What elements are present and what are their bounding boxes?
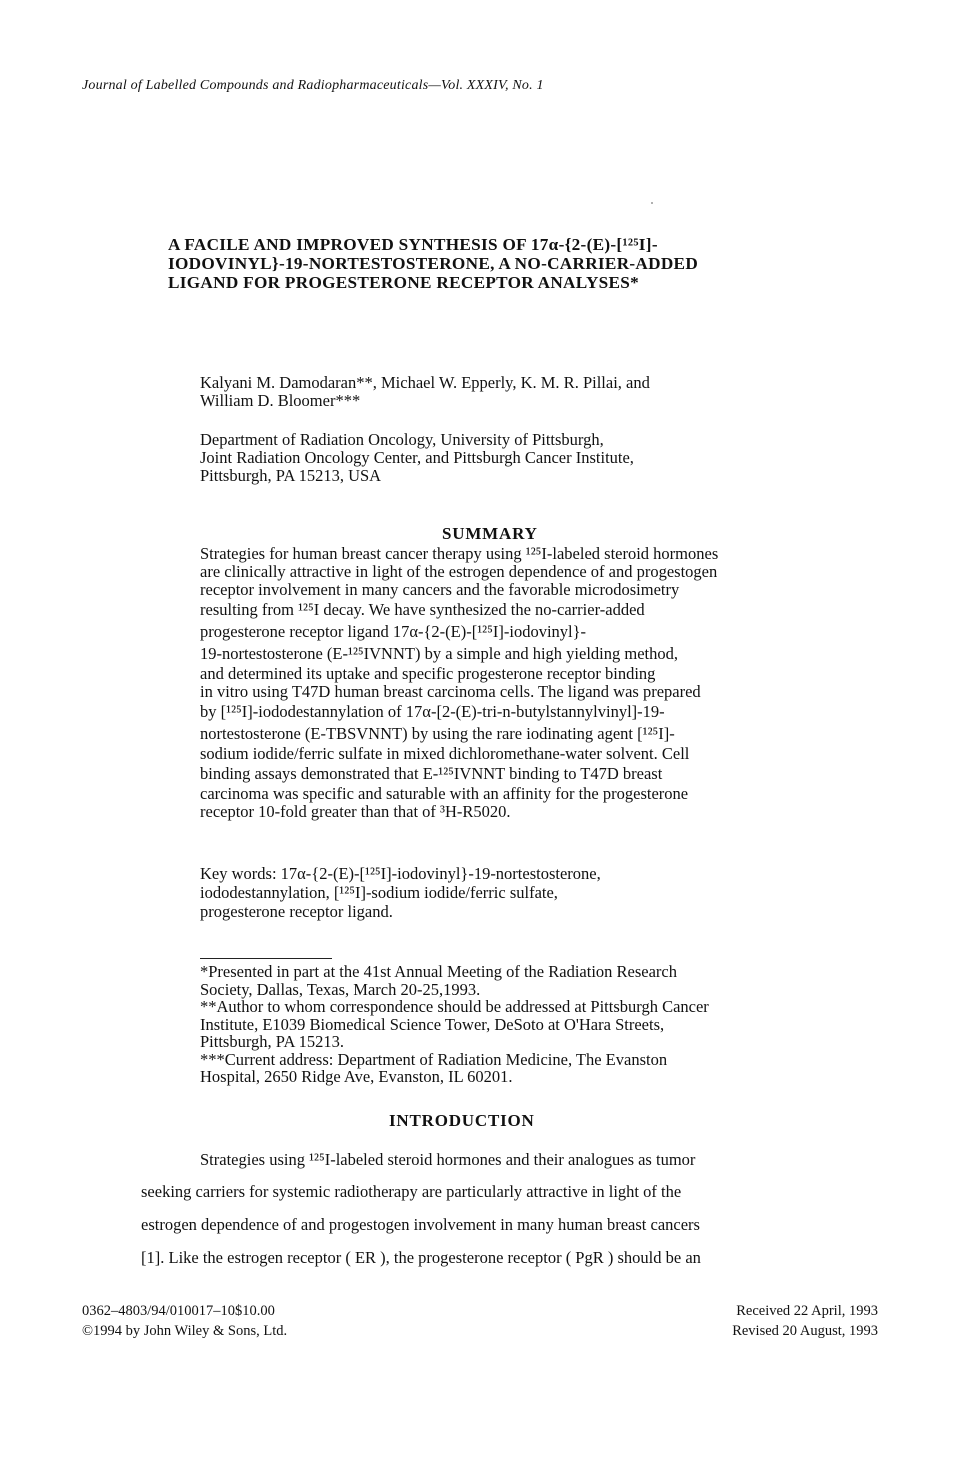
summary-line: are clinically attractive in light of the estrogen dependence of and progestogen	[200, 562, 718, 581]
introduction-line: Strategies using ¹²⁵I-labeled steroid hormones and their analogues as tumor	[200, 1150, 696, 1169]
summary-line: carcinoma was specific and saturable with an affinity for the progesterone	[200, 784, 689, 803]
keywords-line: Key words: 17α-{2-(E)-[¹²⁵I]-iodovinyl}-19-nortestosterone,	[200, 864, 601, 883]
summary-line: receptor 10-fold greater than that of ³H-R5020.	[200, 802, 511, 821]
article-title	[168, 235, 808, 292]
revised-date: Revised 20 August, 1993	[732, 1323, 878, 1339]
author-line: Kalyani M. Damodaran**, Michael W. Epperly, K. M. R. Pillai, and	[200, 373, 650, 392]
summary-line: receptor involvement in many cancers and the favorable microdosimetry	[200, 580, 680, 599]
summary-line: in vitro using T47D human breast carcinoma cells. The ligand was prepared	[200, 682, 701, 701]
summary-heading: SUMMARY	[442, 524, 538, 543]
introduction-line: estrogen dependence of and progestogen involvement in many human breast cancers	[141, 1215, 700, 1234]
title-line: LIGAND FOR PROGESTERONE RECEPTOR ANALYSES*	[168, 273, 640, 292]
footnote-line: Hospital, 2650 Ridge Ave, Evanston, IL 60201.	[200, 1067, 513, 1086]
summary-line: sodium iodide/ferric sulfate in mixed dichloromethane-water solvent. Cell	[200, 744, 690, 763]
summary-line: and determined its uptake and specific progesterone receptor binding	[200, 664, 656, 683]
author-list	[200, 374, 650, 410]
keywords-line: progesterone receptor ligand.	[200, 902, 393, 921]
affiliation-line: Department of Radiation Oncology, University of Pittsburgh,	[200, 430, 604, 449]
summary-line: 19-nortestosterone (E-¹²⁵IVNNT) by a simple and high yielding method,	[200, 644, 679, 663]
summary-text	[200, 545, 840, 821]
introduction-line: seeking carriers for systemic radiotherapy are particularly attractive in light of the	[141, 1182, 682, 1201]
affiliation	[200, 431, 634, 485]
summary-line: by [¹²⁵I]-iododestannylation of 17α-[2-(E)-tri-n-butylstannylvinyl]-19-	[200, 702, 665, 721]
affiliation-line: Pittsburgh, PA 15213, USA	[200, 466, 382, 485]
footnote-line: Pittsburgh, PA 15213.	[200, 1032, 344, 1051]
copyright-line: ©1994 by John Wiley & Sons, Ltd.	[82, 1323, 288, 1339]
footnote-line: *Presented in part at the 41st Annual Meeting of the Radiation Research	[200, 962, 678, 981]
introduction-heading: INTRODUCTION	[389, 1111, 535, 1130]
summary-line: nortestosterone (E-TBSVNNT) by using the rare iodinating agent [¹²⁵I]-	[200, 724, 675, 743]
title-line: IODOVINYL}-19-NORTESTOSTERONE, A NO-CARRIER-ADDED	[168, 254, 699, 273]
title-line: A FACILE AND IMPROVED SYNTHESIS OF 17α-{2-(E)-[¹²⁵I]-	[168, 235, 658, 254]
introduction-line: [1]. Like the estrogen receptor ( ER ), the progesterone receptor ( PgR ) should be an	[141, 1248, 701, 1267]
summary-line: resulting from ¹²⁵I decay. We have synthesized the no-carrier-added	[200, 600, 645, 619]
footnote-divider	[200, 958, 332, 959]
scan-speck	[651, 202, 653, 204]
footnote-line: Society, Dallas, Texas, March 20-25,1993.	[200, 979, 481, 999]
journal-header: Journal of Labelled Compounds and Radiopharmaceuticals—Vol. XXXIV, No. 1	[82, 78, 544, 93]
summary-line: Strategies for human breast cancer therapy using ¹²⁵I-labeled steroid hormones	[200, 544, 719, 563]
author-line: William D. Bloomer***	[200, 391, 361, 410]
footnotes	[200, 963, 709, 1086]
summary-line: binding assays demonstrated that E-¹²⁵IVNNT binding to T47D breast	[200, 764, 663, 783]
keywords	[200, 864, 601, 921]
affiliation-line: Joint Radiation Oncology Center, and Pittsburgh Cancer Institute,	[200, 448, 634, 467]
received-date: Received 22 April, 1993	[736, 1303, 878, 1319]
issn-code: 0362–4803/94/010017–10$10.00	[82, 1303, 275, 1319]
footnote-line: Institute, E1039 Biomedical Science Tower, DeSoto at O'Hara Streets,	[200, 1014, 665, 1034]
received-dates	[732, 1301, 878, 1341]
copyright-block	[82, 1301, 287, 1341]
footnote-line: **Author to whom correspondence should be addressed at Pittsburgh Cancer	[200, 997, 709, 1016]
footnote-line: ***Current address: Department of Radiation Medicine, The Evanston	[200, 1049, 668, 1069]
keywords-line: iododestannylation, [¹²⁵I]-sodium iodide/ferric sulfate,	[200, 883, 558, 902]
summary-line: progesterone receptor ligand 17α-{2-(E)-[¹²⁵I]-iodovinyl}-	[200, 622, 587, 641]
